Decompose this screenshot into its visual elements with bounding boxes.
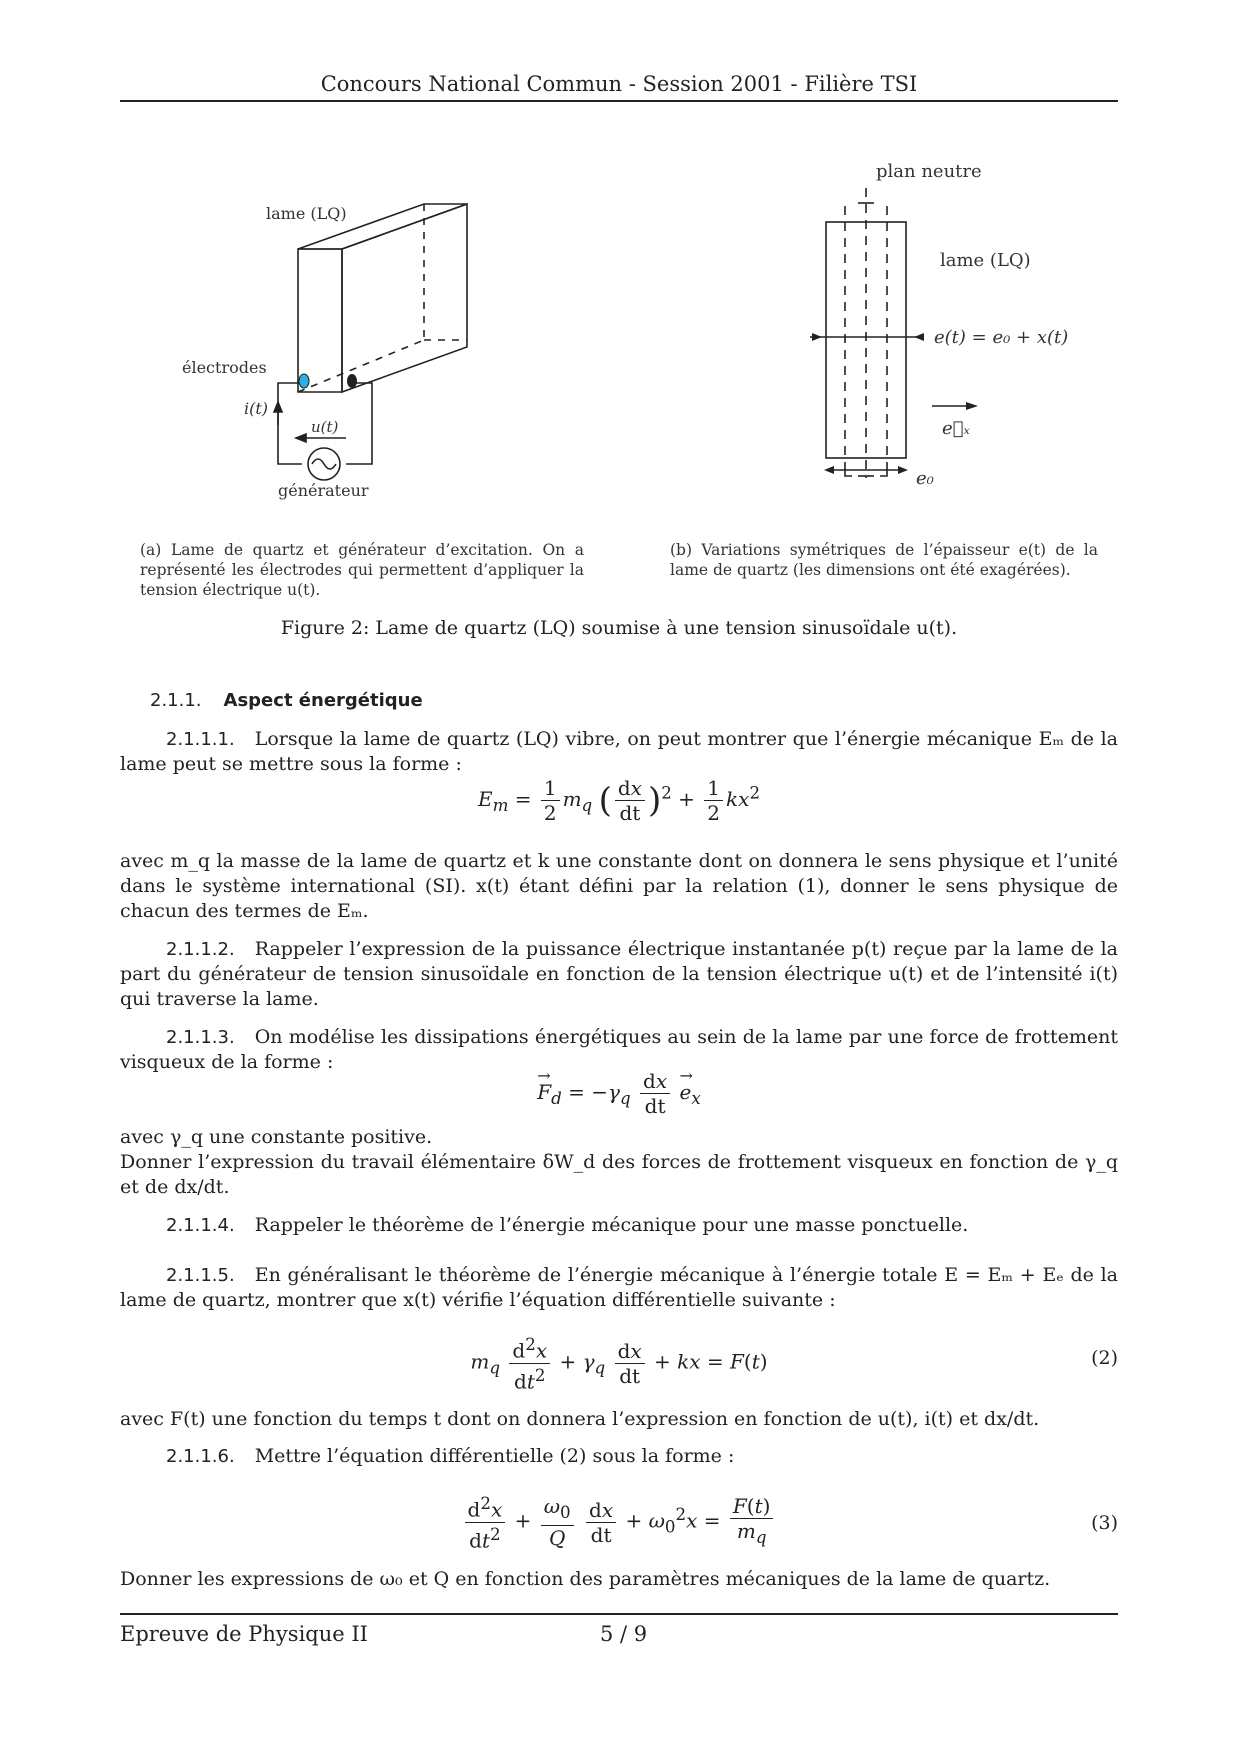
slab-side-face: [342, 204, 467, 392]
section-number: 2.1.1.: [150, 690, 202, 711]
slab-front-face: [298, 249, 342, 392]
figure-caption: Figure 2: Lame de quartz (LQ) soumise à une tension sinusoïdale u(t).: [280, 617, 958, 639]
figa-label-voltage: u(t): [311, 418, 339, 436]
question-number: 2.1.1.2.: [166, 939, 235, 960]
figb-label-lame: lame (LQ): [940, 250, 1031, 271]
question-text: Mettre l’équation différentielle (2) sous la forme :: [254, 1445, 735, 1467]
question-number: 2.1.1.5.: [166, 1265, 235, 1286]
paragraph-after-q3-b: Donner l’expression du travail élémentaire δW_d des forces de frottement visqueux en fonction de γ_q et de dx/dt.: [120, 1151, 1118, 1198]
figb-label-e: e(t) = e₀ + x(t): [934, 327, 1069, 348]
question-2: [120, 937, 1118, 1012]
figb-label-plan: plan neutre: [876, 161, 982, 182]
footer-title: Epreuve de Physique II: [120, 1622, 368, 1646]
question-4: [120, 1213, 1118, 1238]
figa-label-lame: lame (LQ): [266, 204, 347, 223]
question-number: 2.1.1.6.: [166, 1446, 235, 1467]
electrode-right: [347, 374, 357, 388]
equation-energy: $E_m$ = $\frac{1}{2}$ $m_q$ ( $\frac{dx}{dt}$ )$^2$ + $\frac{1}{2}$ $kx^2$: [477, 776, 761, 825]
question-text: En généralisant le théorème de l’énergie mécanique à l’énergie totale E = Eₘ + Eₑ de la lame de quartz, montrer que x(t) vérifie l’équation différentielle suivante :: [120, 1264, 1118, 1311]
question-text: Rappeler le théorème de l’énergie mécanique pour une masse ponctuelle.: [254, 1214, 969, 1236]
question-number: 2.1.1.1.: [166, 729, 235, 750]
figure-a-drawing: [274, 204, 467, 480]
section-title: Aspect énergétique: [223, 690, 423, 711]
question-3: [120, 1025, 1118, 1075]
equation-number: (2): [1091, 1347, 1118, 1369]
question-number: 2.1.1.3.: [166, 1027, 235, 1048]
figa-label-electrodes: électrodes: [182, 358, 267, 377]
equation-3: $\frac{d^2x}{dt^2}$ + $\frac{\omega_0}{Q}$ $\frac{dx}{dt}$ + $\omega_0^2x$ = $\frac{F(t)}{m_q}$ (3): [120, 1492, 1118, 1552]
page-number: 5 / 9: [600, 1622, 648, 1646]
equation-friction: → $F_d = -\gamma_q$ $\frac{dx}{dt}$ → $e_x$: [537, 1066, 701, 1118]
question-5: [120, 1263, 1118, 1313]
paragraph-after-q6: Donner les expressions de ω₀ et Q en fonction des paramètres mécaniques de la lame de quartz.: [120, 1568, 1051, 1590]
page-header: Concours National Commun - Session 2001 - Filière TSI: [320, 72, 918, 96]
question-1: [120, 727, 1118, 777]
question-text: Rappeler l’expression de la puissance électrique instantanée p(t) reçue par la lame de la part du générateur de tension sinusoïdale en fonction de la tension électrique u(t) et de l’intensité i(t) qui traverse la lame.: [120, 938, 1118, 1010]
figure-b-caption: (b) Variations symétriques de l’épaisseur e(t) de la lame de quartz (les dimensions ont été exagérées).: [670, 541, 1098, 579]
current-arrow: [274, 402, 282, 412]
figb-label-e0: e₀: [916, 468, 934, 489]
figa-label-generator: générateur: [278, 481, 369, 500]
ex-arrow: [966, 402, 978, 410]
paragraph-after-q1: avec m_q la masse de la lame de quartz et k une constante dont on donnera le sens physique et l’unité dans le système international (SI). x(t) étant défini par la relation (1), donner le sens physique de chacun des termes de Eₘ.: [120, 850, 1118, 922]
question-text: Lorsque la lame de quartz (LQ) vibre, on peut montrer que l’énergie mécanique Eₘ de la lame peut se mettre sous la forme :: [120, 728, 1118, 775]
electrode-left: [299, 374, 309, 388]
question-number: 2.1.1.4.: [166, 1215, 235, 1236]
paragraph-after-q3-a: avec γ_q une constante positive.: [120, 1126, 433, 1148]
question-text: On modélise les dissipations énergétiques au sein de la lame par une force de frottement visqueux de la forme :: [120, 1026, 1118, 1073]
voltage-arrow: [296, 434, 306, 442]
footer-rule: [120, 1613, 1118, 1615]
figure-a-caption: (a) Lame de quartz et générateur d’excitation. On a représenté les électrodes qui permettent d’appliquer la tension électrique u(t).: [140, 541, 584, 599]
section-heading: [150, 690, 423, 711]
equation-number: (3): [1091, 1512, 1118, 1534]
question-6: [120, 1444, 1118, 1469]
paragraph-after-q5: avec F(t) une fonction du temps t dont on donnera l’expression en fonction de u(t), i(t) et dx/dt.: [120, 1408, 1040, 1430]
figa-label-current: i(t): [244, 399, 269, 418]
figb-label-ex: e⃗ₓ: [942, 418, 970, 439]
figure-2: [0, 0, 1240, 540]
equation-2: $m_q$ $\frac{d^2x}{dt^2}$ + $\gamma_q$ $\frac{dx}{dt}$ + kx = F(t) (2): [470, 1335, 1118, 1394]
